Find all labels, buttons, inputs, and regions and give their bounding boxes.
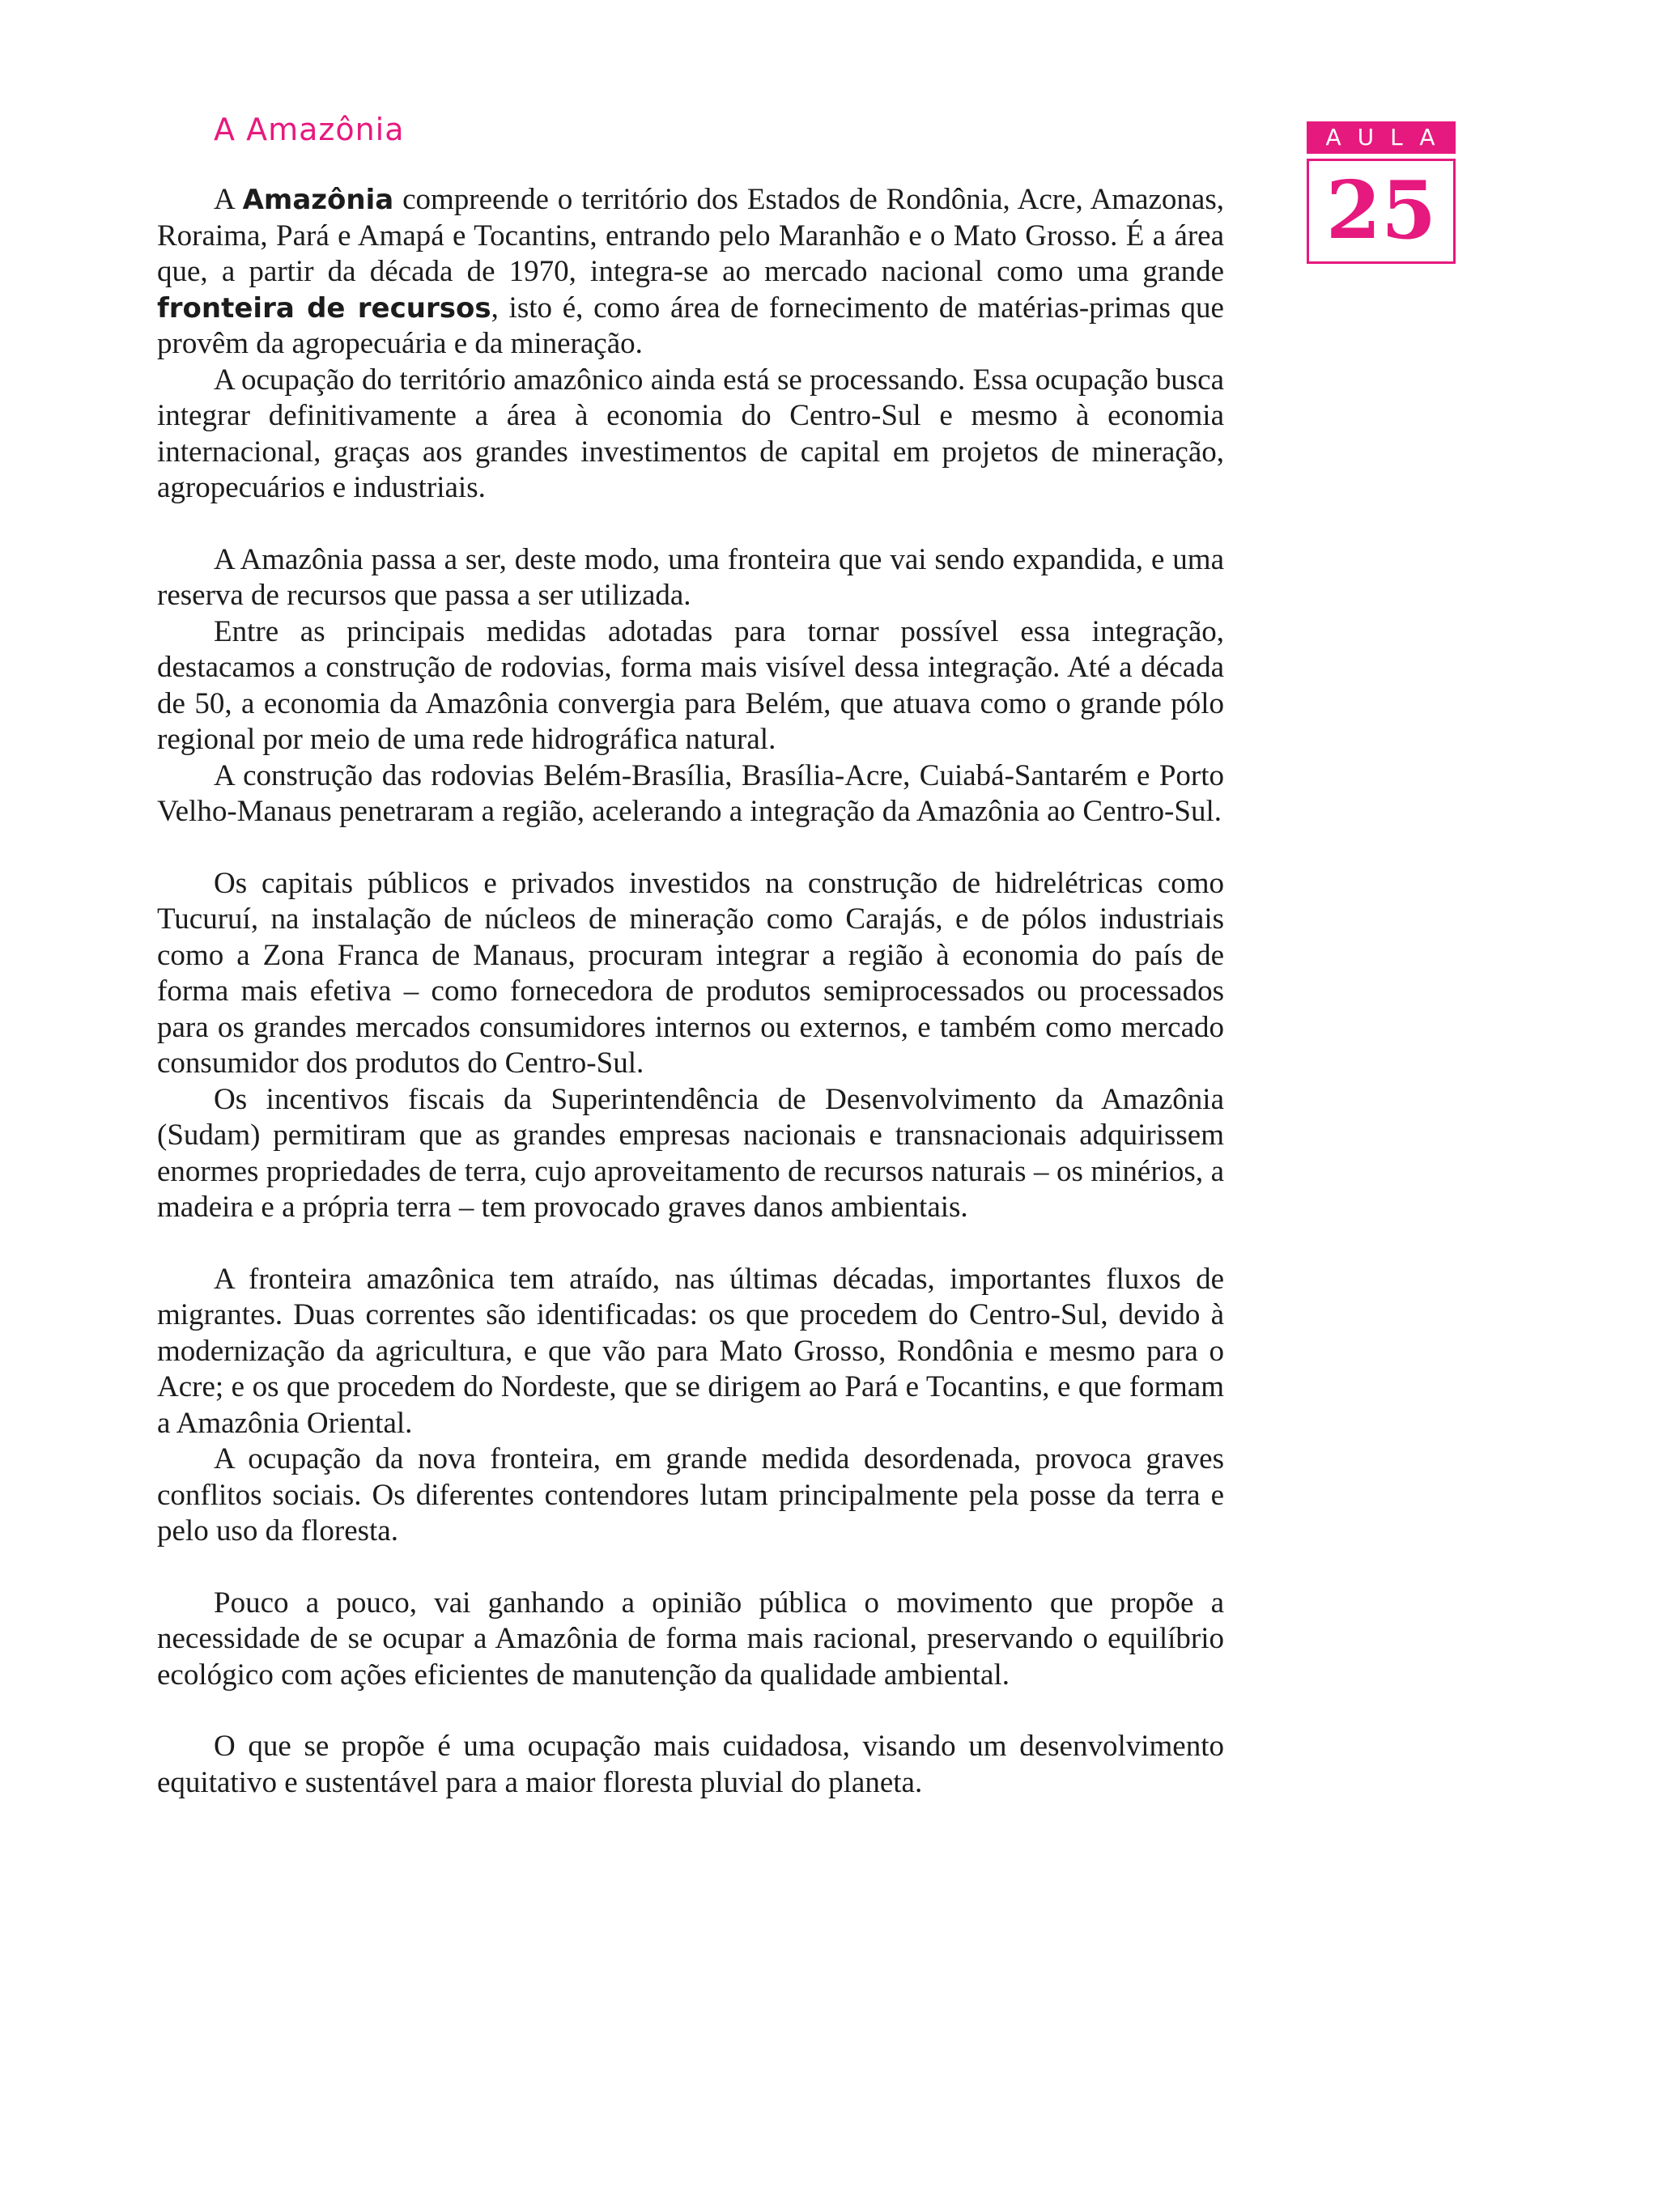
paragraph-text: A construção das rodovias Belém-Brasília, Brasília-Acre, Cuiabá-Santarém e Porto Velho-Manaus penetraram a região, acelerando a integração da Amazônia ao Centro-Sul. [157, 758, 1224, 828]
paragraph [157, 542, 1224, 614]
paragraph [157, 1082, 1224, 1226]
section-title: A Amazônia [214, 112, 405, 147]
paragraph [157, 1586, 1224, 1694]
paragraph-text: A fronteira amazônica tem atraído, nas últimas décadas, importantes fluxos de migrantes. Duas correntes são identificadas: os que procedem do Centro-Sul, devido à modernização da agricultura, e que vão para Mato Grosso, Rondônia e mesmo para o Acre; e os que procedem do Nordeste, que se dirigem ao Pará e Tocantins, e que formam a Amazônia Oriental. [157, 1262, 1224, 1440]
paragraph [157, 758, 1224, 830]
body-text [157, 182, 1224, 1801]
paragraph [157, 614, 1224, 758]
paragraph [157, 182, 1224, 363]
paragraph-text: Os capitais públicos e privados investidos na construção de hidrelétricas como Tucuruí, na instalação de núcleos de mineração como Carajás, e de pólos industriais como a Zona Franca de Manaus, procuram integrar a região à economia do país de forma mais efetiva – como fornecedora de produtos semiprocessados ou processados para os grandes mercados consumidores internos ou externos, e também como mercado consumidor dos produtos do Centro-Sul. [157, 866, 1224, 1080]
paragraph-text: A ocupação do território amazônico ainda está se processando. Essa ocupação busca integrar definitivamente a área à economia do Centro-Sul e mesmo à economia internacional, graças aos grandes investimentos de capital em projetos de mineração, agropecuários e industriais. [157, 363, 1224, 504]
lesson-badge [1307, 121, 1456, 264]
emphasized-term: fronteira de recursos [157, 291, 491, 325]
paragraph-text: compreende o território dos Estados de Rondônia, Acre, Amazonas, Roraima, Pará e Amapá e Tocantins, entrando pelo Maranhão e o Mato Grosso. É a área que, a partir da década de 1970, integra-se ao mercado nacional como uma grande [157, 183, 1224, 288]
paragraph-text: A [214, 183, 243, 216]
paragraph-text: , isto é, como área de fornecimento de matérias-primas que provêm da agropecuária e da mineração. [157, 291, 1224, 360]
paragraph [157, 866, 1224, 1082]
paragraph-text: Pouco a pouco, vai ganhando a opinião pública o movimento que propõe a necessidade de se ocupar a Amazônia de forma mais racional, preservando o equilíbrio ecológico com ações eficientes de manutenção da qualidade ambiental. [157, 1586, 1224, 1692]
lesson-number: 25 [1307, 159, 1456, 264]
paragraph [157, 1262, 1224, 1442]
paragraph-text: O que se propõe é uma ocupação mais cuidadosa, visando um desenvolvimento equitativo e sustentável para a maior floresta pluvial do planeta. [157, 1730, 1224, 1799]
lesson-label: AULA [1307, 121, 1456, 154]
paragraph [157, 363, 1224, 507]
paragraph [157, 1441, 1224, 1550]
paragraph-text: Os incentivos fiscais da Superintendência de Desenvolvimento da Amazônia (Sudam) permitiram que as grandes empresas nacionais e transnacionais adquirissem enormes propriedades de terra, cujo aproveitamento de recursos naturais – os minérios, a madeira e a própria terra – tem provocado graves danos ambientais. [157, 1082, 1224, 1224]
paragraph-text: Entre as principais medidas adotadas para tornar possível essa integração, destacamos a construção de rodovias, forma mais visível dessa integração. Até a década de 50, a economia da Amazônia convergia para Belém, que atuava como o grande pólo regional por meio de uma rede hidrográfica natural. [157, 614, 1224, 756]
emphasized-term: Amazônia [242, 184, 394, 216]
paragraph-text: A ocupação da nova fronteira, em grande medida desordenada, provoca graves conflitos sociais. Os diferentes contendores lutam principalmente pela posse da terra e pelo uso da floresta. [157, 1442, 1224, 1548]
paragraph-text: A Amazônia passa a ser, deste modo, uma fronteira que vai sendo expandida, e uma reserva de recursos que passa a ser utilizada. [157, 542, 1224, 612]
paragraph [157, 1729, 1224, 1801]
